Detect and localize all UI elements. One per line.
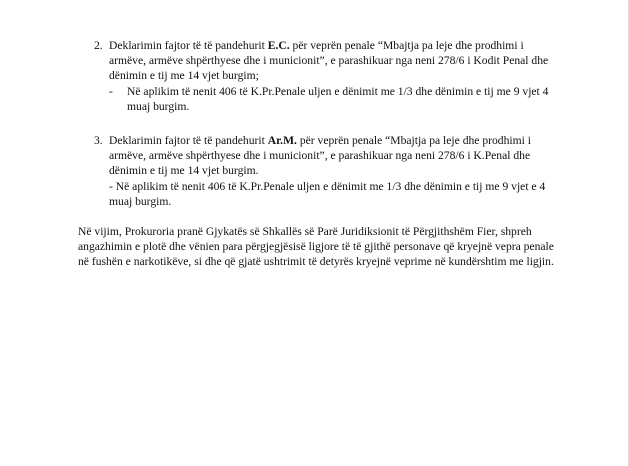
- sub-bullet: [109, 84, 556, 114]
- defendant-initials: Ar.M.: [267, 134, 297, 148]
- sub-bullet-text: - Në aplikim të nenit 406 të K.Pr.Penale uljen e dënimit me 1/3 dhe dënimin e tij me 9 vjet e 4 muaj burgim.: [109, 179, 546, 208]
- item-lead-text: Deklarimin fajtor të të pandehurit: [109, 39, 268, 52]
- dash-marker: -: [109, 84, 113, 98]
- item-rest-text: për veprën penale “Mbajtja pa leje dhe prodhimi i armëve, armëve shpërthyese dhe i municionit”, e parashikuar nga neni 278/6 i K.Penal dhe dënimin e tij me 14 vjet burgim.: [109, 134, 531, 178]
- list-number: 3.: [94, 134, 103, 148]
- list-item-3: [78, 133, 556, 209]
- list-item-2: [78, 38, 556, 114]
- defendant-initials: E.C.: [267, 39, 290, 52]
- list-item-text: [109, 133, 556, 179]
- document-body: [78, 38, 556, 270]
- list-item-text: [109, 38, 556, 84]
- item-lead-text: Deklarimin fajtor të të pandehurit: [109, 134, 268, 148]
- item-rest-text: për veprën penale “Mbajtja pa leje dhe prodhimi i armëve, armëve shpërthyese dhe i municionit”, e parashikuar nga neni 278/6 i Kodit Penal dhe dënimin e tij me 14 vjet burgim;: [109, 39, 549, 83]
- sub-bullet-text: Në aplikim të nenit 406 të K.Pr.Penale uljen e dënimit me 1/3 dhe dënimin e tij me 9 vjet 4 muaj burgim.: [127, 84, 549, 113]
- list-number: 2.: [94, 39, 103, 52]
- closing-paragraph: Në vijim, Prokuroria pranë Gjykatës së Shkallës së Parë Juridiksionit të Përgjithshëm Fier, shpreh angazhimin e plotë dhe vënien para përgjegjësisë ligjore të të gjithë personave që kryejnë vepra penale në fushën e narkotikëve, si dhe që gjatë ushtrimit të detyrës kryejnë veprime në kundërshtim me ligjin.: [78, 225, 554, 269]
